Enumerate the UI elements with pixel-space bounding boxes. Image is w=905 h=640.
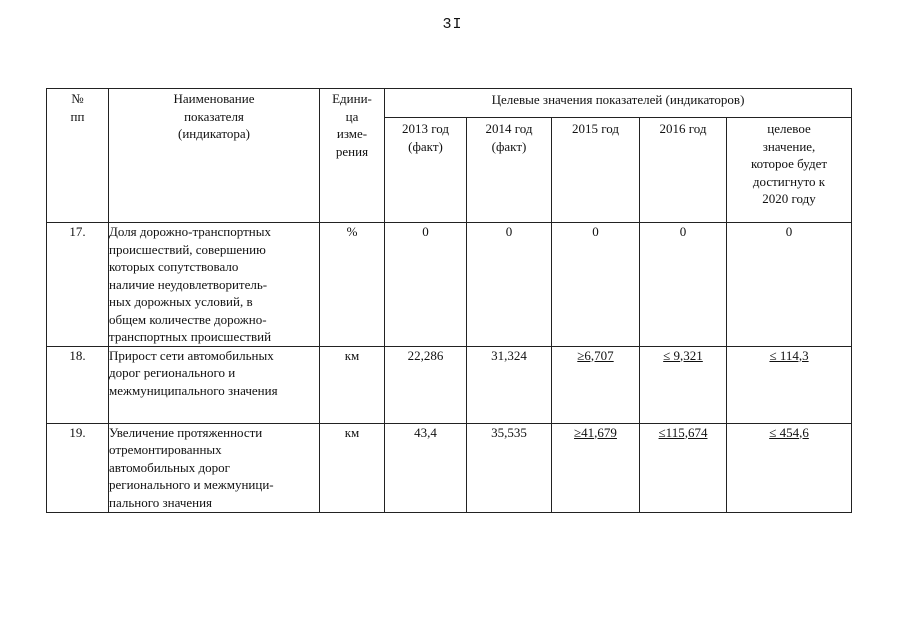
value-2015: ≥41,679 [552, 423, 640, 512]
value-2014: 0 [467, 223, 552, 347]
value-target-2020: 0 [727, 223, 852, 347]
header-year-2015-text: 2015 год [572, 121, 619, 136]
row-number: 18. [47, 346, 109, 423]
page-number: 3I [442, 16, 463, 33]
value-2015: ≥6,707 [552, 346, 640, 423]
header-unit [320, 89, 385, 223]
value-2014: 31,324 [467, 346, 552, 423]
header-year-2014-text: 2014 год (факт) [485, 121, 533, 154]
indicator-name: Увеличение протяженности отремонтированных автомобильных дорог регионального и межмуници- пального значения [109, 423, 320, 512]
value-2016: ≤ 9,321 [640, 346, 727, 423]
unit-cell: км [320, 346, 385, 423]
header-target-values [385, 89, 852, 118]
value-2013: 22,286 [385, 346, 467, 423]
header-year-2015 [552, 118, 640, 223]
row-number: 17. [47, 223, 109, 347]
table-row [47, 223, 852, 347]
unit-cell: км [320, 423, 385, 512]
value-2014: 35,535 [467, 423, 552, 512]
value-2015: 0 [552, 223, 640, 347]
header-target-2020-text: целевое значение, которое будет достигнуто к 2020 году [750, 121, 828, 206]
header-target-2020 [727, 118, 852, 223]
header-year-2016 [640, 118, 727, 223]
table-header-row [47, 89, 852, 118]
indicators-table [46, 88, 852, 513]
header-target-values-text: Целевые значения показателей (индикаторов) [491, 92, 745, 107]
value-2016: ≤115,674 [640, 423, 727, 512]
header-year-2014 [467, 118, 552, 223]
header-number [47, 89, 109, 223]
header-year-2016-text: 2016 год [659, 121, 707, 136]
header-number-text: № пп [70, 91, 85, 124]
header-unit-text: Едини- ца изме- рения [332, 91, 372, 159]
indicator-name: Доля дорожно-транспортных происшествий, совершению которых сопутствовало наличие неудовлетворитель- ных дорожных условий, в общем количестве дорожно- транспортных происшествий [109, 223, 320, 347]
table-row [47, 346, 852, 423]
value-2013: 0 [385, 223, 467, 347]
row-number: 19. [47, 423, 109, 512]
header-indicator-name [109, 89, 320, 223]
value-2013: 43,4 [385, 423, 467, 512]
unit-cell: % [320, 223, 385, 347]
header-year-2013-text: 2013 год (факт) [402, 121, 449, 154]
indicator-name: Прирост сети автомобильных дорог регионального и межмуниципального значения [109, 346, 320, 423]
header-year-2013 [385, 118, 467, 223]
header-indicator-name-text: Наименование показателя (индикатора) [173, 91, 255, 141]
table-row [47, 423, 852, 512]
value-target-2020: ≤ 114,3 [727, 346, 852, 423]
value-target-2020: ≤ 454,6 [727, 423, 852, 512]
value-2016: 0 [640, 223, 727, 347]
